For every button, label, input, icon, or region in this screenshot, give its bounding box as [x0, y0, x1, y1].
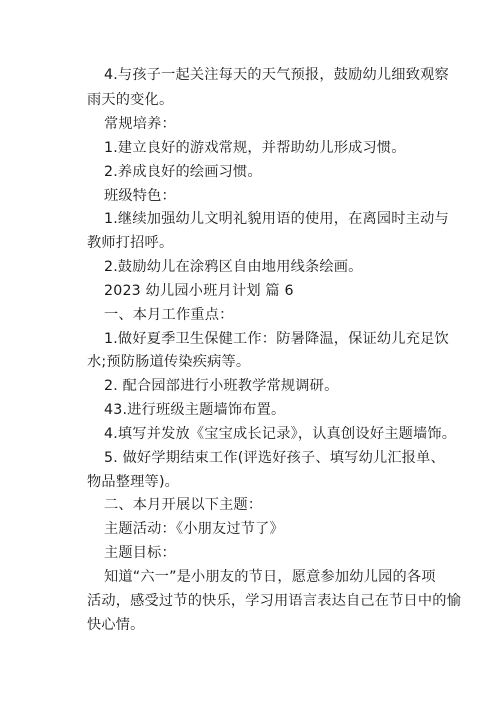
- text-line: 快心情。: [87, 617, 145, 633]
- text-line: 2.鼓励幼儿在涂鸦区自由地用线条绘画。: [104, 259, 363, 275]
- section-heading: 常规培养：: [104, 116, 176, 132]
- text-line: 物品整理等)。: [87, 474, 180, 490]
- section-heading: 班级特色：: [104, 188, 176, 204]
- text-line: 4.与孩子一起关注每天的天气预报，鼓励幼儿细致观察: [104, 67, 449, 83]
- text-line: 4.填写并发放《宝宝成长记录》，认真创设好主题墙饰。: [104, 426, 457, 442]
- text-line: 1.继续加强幼儿文明礼貌用语的使用，在离园时主动与: [104, 211, 449, 227]
- text-line: 主题活动：《小朋友过节了》: [104, 521, 284, 537]
- section-heading: 主题目标：: [104, 545, 176, 561]
- section-heading: 二、本月开展以下主题：: [104, 497, 263, 513]
- text-line: 1.建立良好的游戏常规，并帮助幼儿形成习惯。: [104, 140, 406, 156]
- text-line: 教师打招呼。: [87, 235, 174, 251]
- plan-title: 2023 幼儿园小班月计划 篇 6: [104, 283, 294, 299]
- text-line: 5. 做好学期结束工作(评选好孩子、填写幼儿汇报单、: [104, 450, 445, 466]
- section-heading: 一、本月工作重点：: [104, 307, 234, 323]
- text-line: 1.做好夏季卫生保健工作：防暑降温，保证幼儿充足饮: [104, 331, 449, 347]
- text-line: 2. 配合园部进行小班教学常规调研。: [104, 378, 339, 394]
- text-line: 水;预防肠道传染疾病等。: [87, 354, 251, 370]
- text-line: 知道“六一”是小朋友的节日，愿意参加幼儿园的各项: [104, 569, 436, 585]
- text-line: 2.养成良好的绘画习惯。: [104, 164, 262, 180]
- text-line: 雨天的变化。: [87, 92, 174, 108]
- text-line: 43.进行班级主题墙饰布置。: [104, 402, 286, 418]
- text-line: 活动，感受过节的快乐，学习用语言表达自己在节日中的愉: [87, 593, 462, 609]
